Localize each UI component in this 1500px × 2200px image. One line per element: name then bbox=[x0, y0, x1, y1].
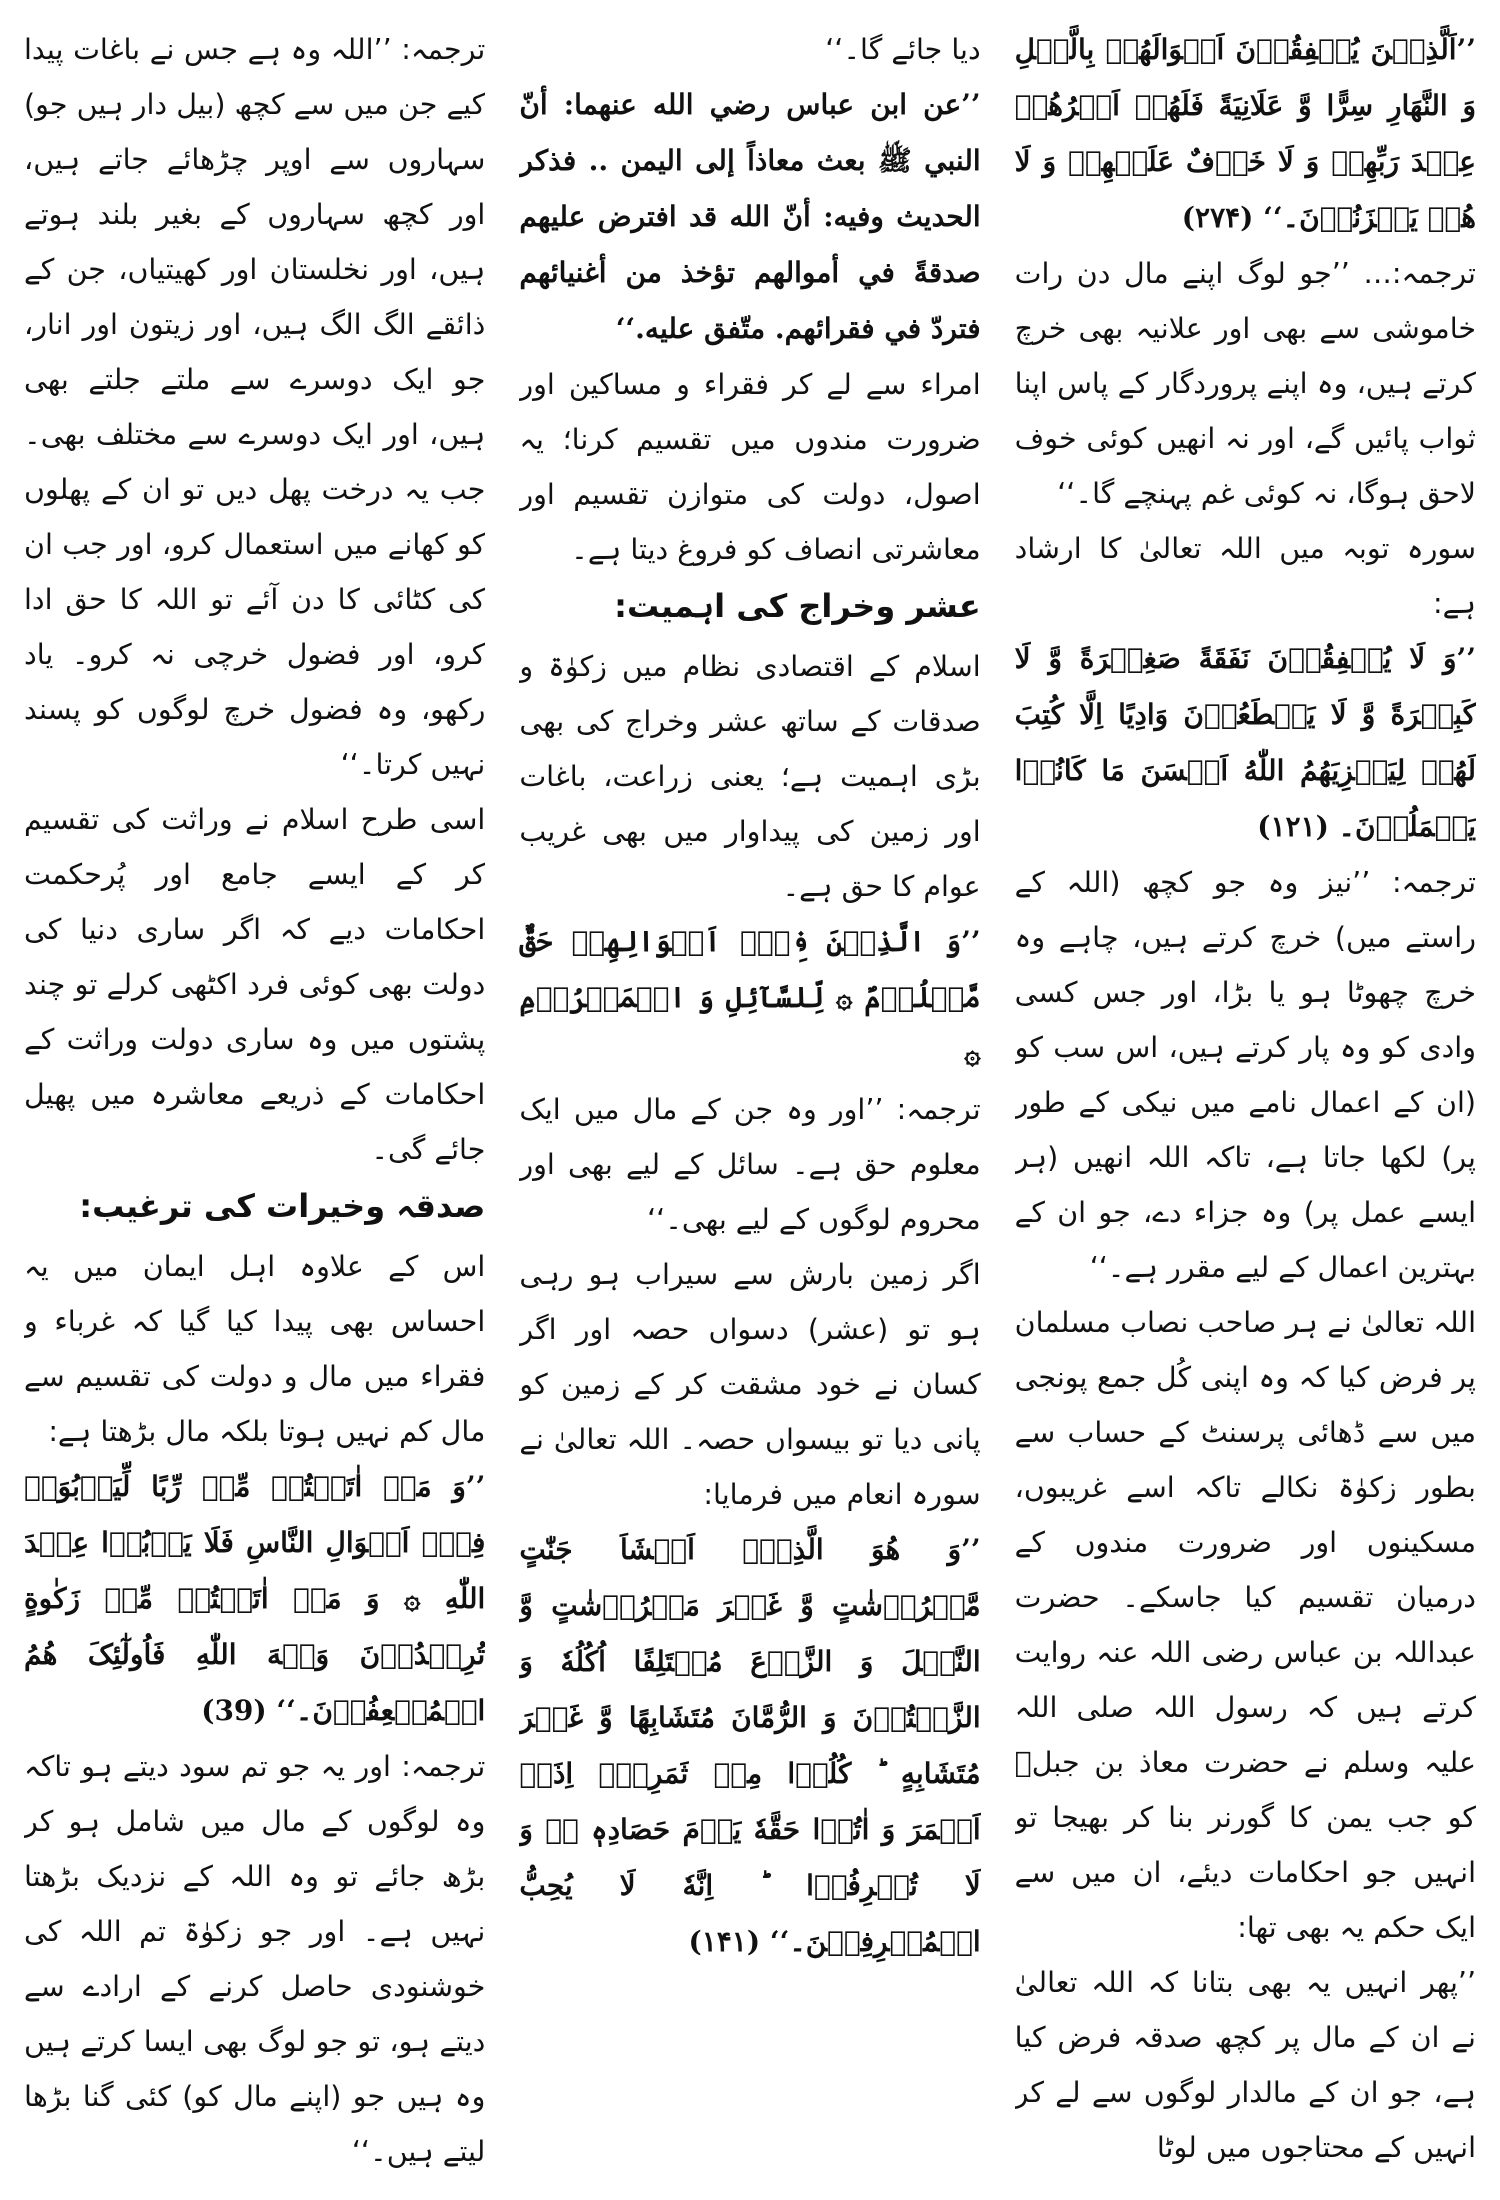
arabic-verse: ’’وَ لَا یُنۡفِقُوۡنَ نَفَقَةً صَغِیۡرَةً وَّ لَا کَبِیۡرَةً وَّ لَا یَقۡطَعُوۡنَ وَادِیًا اِلَّا کُتِبَ لَهُمۡ لِیَجۡزِیَهُمُ اللّٰهُ اَحۡسَنَ مَا کَانُوۡا یَعۡمَلُوۡنَ۔ (۱۲۱) bbox=[1014, 642, 1476, 843]
section-heading: صدقہ وخیرات کی ترغیب: bbox=[79, 1187, 486, 1225]
paragraph: دیا جائے گا۔‘‘ bbox=[825, 33, 981, 66]
text-column-2 bbox=[519, 22, 980, 2180]
paragraph: ترجمہ: ’’نیز وہ جو کچھ (اللہ کے راستے میں) خرچ کرتے ہیں، چاہے وہ خرچ چھوٹا ہو یا بڑا، اور جس کسی وادی کو وہ پار کرتے ہیں، اس سب کو (ان کے اعمال نامے میں نیکی کے طور پر) لکھا جاتا ہے، تاکہ اللہ انھیں (ہر ایسے عمل پر) وہ جزاء دے، جو ان کے بہترین اعمال کے لیے مقرر ہے۔‘‘ bbox=[1014, 866, 1476, 1284]
arabic-verse: ’’اَلَّذِیۡنَ یُنۡفِقُوۡنَ اَمۡوَالَهُمۡ بِالَّیۡلِ وَ النَّهَارِ سِرًّا وَّ عَلَانِیَةً فَلَهُمۡ اَجۡرُهُمۡ عِنۡدَ رَبِّهِمۡ وَ لَا خَوۡفٌ عَلَیۡهِمۡ وَ لَا هُمۡ یَحۡزَنُوۡنَ۔‘‘ (۲۷۴) bbox=[1014, 33, 1476, 234]
arabic-verse: ’’وَ الَّذِیۡنَ فِیۡۤ اَمۡوَالِهِمۡ حَقٌّ مَّعۡلُوۡمٌ ۞ لِّلسَّآئِلِ وَ الۡمَحۡرُوۡمِ ۞ bbox=[519, 925, 981, 1070]
arabic-verse: ’’وَ مَاۤ اٰتَیۡتُمۡ مِّنۡ رِّبًا لِّیَرۡبُوَا۠ فِیۡۤ اَمۡوَالِ النَّاسِ فَلَا یَرۡبُوۡا عِنۡدَ اللّٰهِ ۞ وَ مَاۤ اٰتَیۡتُمۡ مِّنۡ زَکٰوةٍ تُرِیۡدُوۡنَ وَجۡهَ اللّٰهِ فَاُولٰٓئِکَ هُمُ الۡمُضۡعِفُوۡنَ۔‘‘ (39) bbox=[24, 1470, 486, 1727]
paragraph: ’’پھر انہیں یہ بھی بتانا کہ اللہ تعالیٰ نے ان کے مال پر کچھ صدقہ فرض کیا ہے، جو ان کے مالدار لوگوں سے لے کر انہیں کے محتاجوں میں لوٹا bbox=[1014, 1966, 1476, 2164]
paragraph: ترجمہ: ’’اللہ وہ ہے جس نے باغات پیدا کیے جن میں سے کچھ (بیل دار ہیں جو) سہاروں سے اوپر چڑھائے جاتے ہیں، اور کچھ سہاروں کے بغیر بلند ہوتے ہیں، اور نخلستان اور کھیتیاں، جن کے ذائقے الگ الگ ہیں، اور زیتون اور انار، جو ایک دوسرے سے ملتے جلتے بھی ہیں، اور ایک دوسرے سے مختلف بھی۔ جب یہ درخت پھل دیں تو ان کے پھلوں کو کھانے میں استعمال کرو، اور جب ان کی کٹائی کا دن آئے تو اللہ کا حق ادا کرو، اور فضول خرچی نہ کرو۔ یاد رکھو، وہ فضول خرچ لوگوں کو پسند نہیں کرتا۔‘‘ bbox=[24, 33, 486, 781]
arabic-verse: ’’عن ابن عباس رضي الله عنهما: أنّ النبي ﷺ بعث معاذاً إلى اليمن .. فذكر الحديث وفيه: أنّ الله قد افترض عليهم صدقةً في أموالهم تؤخذ من أغنيائهم فتردّ في فقرائهم. متّفق عليه.‘‘ bbox=[519, 88, 981, 345]
paragraph: امراء سے لے کر فقراء و مساکین اور ضرورت مندوں میں تقسیم کرنا؛ یہ اصول، دولت کی متوازن تقسیم اور معاشرتی انصاف کو فروغ دیتا ہے۔ bbox=[519, 368, 981, 566]
paragraph: اس کے علاوہ اہل ایمان میں یہ احساس بھی پیدا کیا گیا کہ غرباء و فقراء میں مال و دولت کی تقسیم سے مال کم نہیں ہوتا بلکہ مال بڑھتا ہے: bbox=[24, 1250, 486, 1448]
paragraph: سورہ توبہ میں اللہ تعالیٰ کا ارشاد ہے: bbox=[1014, 532, 1476, 620]
paragraph: ترجمہ:… ’’جو لوگ اپنے مال دن رات خاموشی سے بھی اور علانیہ بھی خرچ کرتے ہیں، وہ اپنے پروردگار کے پاس اپنا ثواب پائیں گے، اور نہ انھیں کوئی خوف لاحق ہوگا، نہ کوئی غم پہنچے گا۔‘‘ bbox=[1014, 257, 1476, 510]
arabic-verse: ’’وَ هُوَ الَّذِیۡۤ اَنۡشَاَ جَنّٰتٍ مَّعۡرُوۡشٰتٍ وَّ غَیۡرَ مَعۡرُوۡشٰتٍ وَّ النَّخۡلَ وَ الزَّرۡعَ مُخۡتَلِفًا اُکُلُهٗ وَ الزَّیۡتُوۡنَ وَ الرُّمَّانَ مُتَشَابِهًا وَّ غَیۡرَ مُتَشَابِهٍ ؕ کُلُوۡا مِنۡ ثَمَرِهٖۤ اِذَاۤ اَثۡمَرَ وَ اٰتُوۡا حَقَّهٗ یَوۡمَ حَصَادِهٖ ۫ۖ وَ لَا تُسۡرِفُوۡا ؕ اِنَّهٗ لَا یُحِبُّ الۡمُسۡرِفِیۡنَ۔‘‘ (۱۴۱) bbox=[519, 1533, 981, 1958]
paragraph: ترجمہ: ’’اور وہ جن کے مال میں ایک معلوم حق ہے۔ سائل کے لیے بھی اور محروم لوگوں کے لیے بھی۔‘‘ bbox=[519, 1093, 981, 1236]
paragraph: اللہ تعالیٰ نے ہر صاحب نصاب مسلمان پر فرض کیا کہ وہ اپنی کُل جمع پونجی میں سے ڈھائی پرسنٹ کے حساب سے بطور زکوٰۃ نکالے تاکہ اسے غریبوں، مسکینوں اور ضرورت مندوں کے درمیان تقسیم کیا جاسکے۔ حضرت عبداللہ بن عباس رضی اللہ عنہ روایت کرتے ہیں کہ رسول اللہ صلی اللہ علیہ وسلم نے حضرت معاذ بن جبلؓ کو جب یمن کا گورنر بنا کر بھیجا تو انہیں جو احکامات دیئے، ان میں سے ایک حکم یہ بھی تھا: bbox=[1014, 1306, 1476, 1944]
text-column-1 bbox=[1015, 22, 1476, 2180]
section-heading: عشر وخراج کی اہمیت: bbox=[614, 587, 981, 625]
paragraph: اگر زمین بارش سے سیراب ہو رہی ہو تو (عشر) دسواں حصہ اور اگر کسان نے خود مشقت کر کے زمین کو پانی دیا تو بیسواں حصہ۔ اللہ تعالیٰ نے سورہ انعام میں فرمایا: bbox=[519, 1258, 981, 1511]
paragraph: اسی طرح اسلام نے وراثت کی تقسیم کر کے ایسے جامع اور پُرحکمت احکامات دیے کہ اگر ساری دنیا کی دولت بھی کوئی فرد اکٹھی کرلے تو چند پشتوں میں وہ ساری دولت وراثت کے احکامات کے ذریعے معاشرہ میں پھیل جائے گی۔ bbox=[24, 803, 486, 1166]
paragraph: ترجمہ: اور یہ جو تم سود دیتے ہو تاکہ وہ لوگوں کے مال میں شامل ہو کر بڑھ جائے تو وہ اللہ کے نزدیک بڑھتا نہیں ہے۔ اور جو زکوٰۃ تم اللہ کی خوشنودی حاصل کرنے کے ارادے سے دیتے ہو، تو جو لوگ بھی ایسا کرتے ہیں وہ ہیں جو (اپنے مال کو) کئی گنا بڑھا لیتے ہیں۔‘‘ bbox=[24, 1750, 486, 2168]
text-column-3 bbox=[24, 22, 485, 2180]
paragraph: اسلام کے اقتصادی نظام میں زکوٰۃ و صدقات کے ساتھ عشر وخراج کی بھی بڑی اہمیت ہے؛ یعنی زراعت، باغات اور زمین کی پیداوار میں بھی غریب عوام کا حق ہے۔ bbox=[519, 650, 981, 903]
